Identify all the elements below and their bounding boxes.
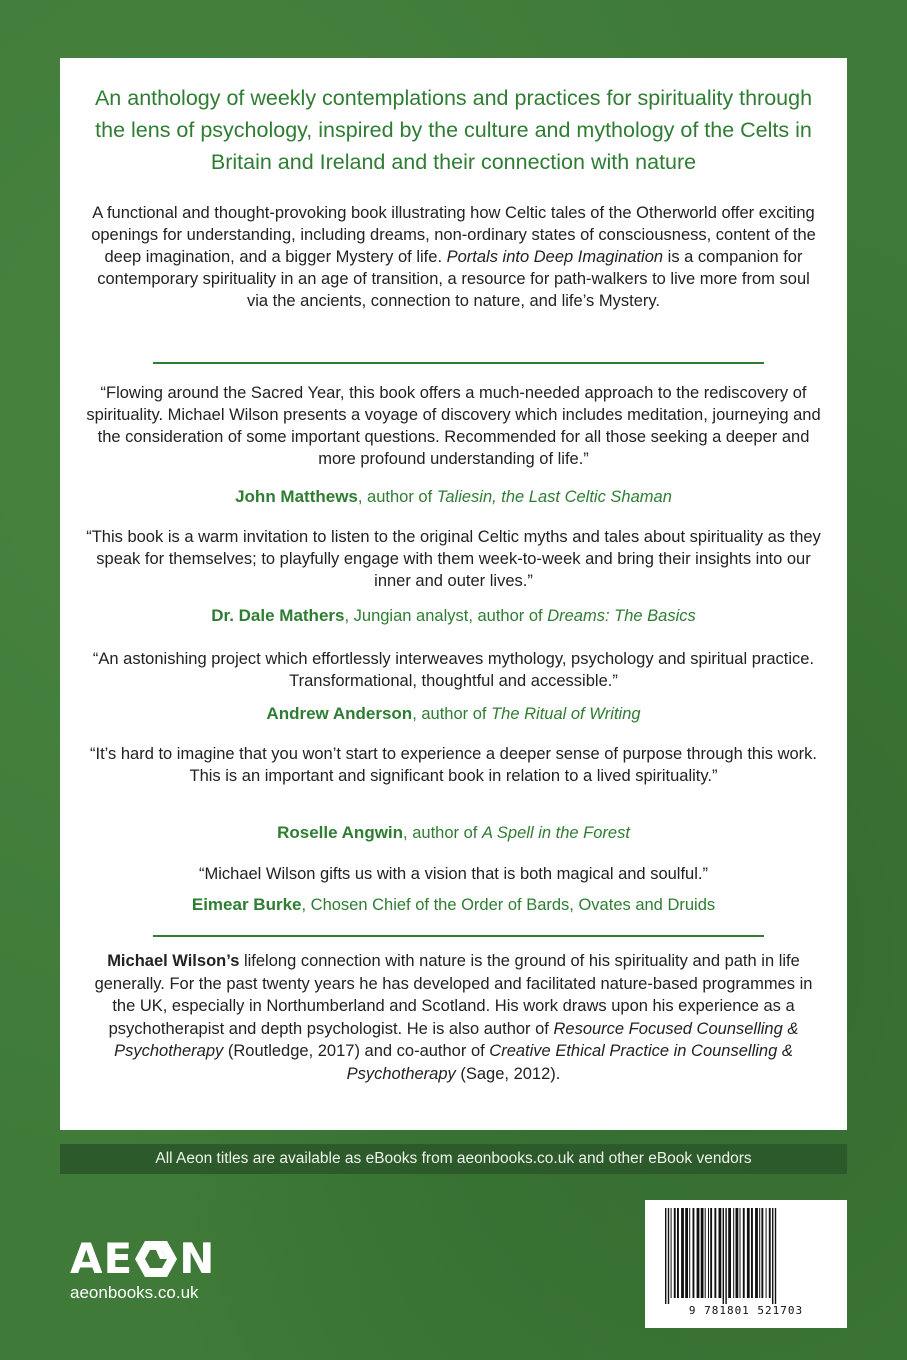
endorser-name-4: Roselle Angwin	[277, 823, 404, 842]
ebook-notice: All Aeon titles are available as eBooks from aeonbooks.co.uk and other eBook vendors	[60, 1144, 847, 1174]
endorsement-quote-1: “Flowing around the Sacred Year, this book offers a much-needed approach to the rediscovery of spirituality. Michael Wilson presents a voyage of discovery which includes meditation, journeying and the consideration of some important questions. Recommended for all those seeking a deeper and more profound understanding of life.”	[86, 384, 821, 468]
barcode-bar	[743, 1208, 745, 1298]
barcode-bar	[728, 1208, 731, 1298]
barcode-bar	[755, 1208, 758, 1298]
publisher-url[interactable]: aeonbooks.co.uk	[70, 1283, 199, 1302]
barcode-bar	[719, 1208, 722, 1298]
endorser-name-3: Andrew Anderson	[266, 704, 413, 723]
description-book-title: Portals into Deep Imagination	[446, 248, 664, 266]
description-part-1: A functional and thought-provoking book illustrating how Celtic tales of the Otherworld offer exciting openings for understanding, including dreams, non-ordinary states of consciousness, content of the deep imagination, and a bigger Mystery of life.	[91, 204, 816, 266]
endorsement-attribution-5: Eimear Burke, Chosen Chief of the Order of Bards, Ovates and Druids	[191, 895, 716, 914]
isbn-barcode	[645, 1200, 847, 1328]
endorsement-quote-4: “It’s hard to imagine that you won’t start to experience a deeper sense of purpose through this work. This is an important and significant book in relation to a lived spirituality.”	[89, 745, 818, 785]
barcode-bar	[772, 1208, 773, 1304]
barcode-bar	[736, 1208, 739, 1298]
barcode-bar	[697, 1208, 700, 1298]
endorser-name-1: John Matthews	[235, 487, 358, 506]
book-description	[86, 202, 821, 312]
description-part-2: is a companion for contemporary spirituality in an age of transition, a resource for path-walkers to live more from soul via the ancients, connection to nature, and life’s Mystery.	[97, 248, 810, 310]
endorser-name-2: Dr. Dale Mathers	[211, 606, 345, 625]
barcode-digits: 9 781801 521703	[688, 1304, 804, 1317]
barcode-bar	[674, 1208, 676, 1298]
barcode-bar	[761, 1208, 763, 1298]
barcode-bar	[668, 1208, 669, 1304]
endorsement-attribution-2: Dr. Dale Mathers, Jungian analyst, author of Dreams: The Basics	[211, 606, 696, 625]
barcode-bar	[677, 1208, 679, 1298]
author-name: Michael Wilson’s	[107, 952, 240, 970]
endorsement-attribution-4: Roselle Angwin, author of A Spell in the Forest	[277, 823, 630, 842]
barcode-bar	[701, 1208, 704, 1298]
barcode-bar	[733, 1208, 734, 1298]
barcode-bar	[671, 1208, 672, 1298]
barcode-bar	[685, 1208, 688, 1298]
endorsement-quote-3: “An astonishing project which effortlessly interweaves mythology, psychology and spiritual practice. Transformational, thoughtful and accessible.”	[92, 650, 815, 690]
bio-book-1: Resource Focused Counselling & Psychotherapy	[114, 1019, 799, 1060]
divider-bottom	[153, 935, 764, 937]
barcode-bar	[759, 1208, 760, 1298]
barcode-bar	[751, 1208, 753, 1298]
endorsement-quote-2: “This book is a warm invitation to listen to the original Celtic myths and tales about spirituality as they speak for themselves; to playfully engage with them week-to-week and bring their insights into our inner and outer lives.”	[86, 528, 821, 590]
barcode-bar	[693, 1208, 695, 1298]
barcode-bar	[747, 1208, 750, 1298]
barcode-bar	[681, 1208, 684, 1298]
barcode-bar	[708, 1208, 709, 1298]
back-cover-panel	[60, 58, 847, 1130]
endorser-name-5: Eimear Burke	[191, 895, 302, 914]
barcode-bar	[769, 1208, 771, 1298]
barcode-bar	[766, 1208, 767, 1298]
hexagon-logo-icon	[134, 1239, 178, 1279]
bio-book-2: Creative Ethical Practice in Counselling & Psychotherapy	[346, 1042, 793, 1083]
barcode-bar	[775, 1208, 776, 1304]
barcode-bars	[645, 1200, 847, 1304]
barcode-bar	[714, 1208, 716, 1298]
barcode-bar	[740, 1208, 741, 1298]
barcode-bar	[705, 1208, 706, 1298]
endorsement-attribution-1: John Matthews, author of Taliesin, the Last Celtic Shaman	[235, 487, 672, 506]
endorsement-attribution-3: Andrew Anderson, author of The Ritual of Writing	[266, 704, 641, 723]
logo-text-right: N	[179, 1234, 216, 1283]
barcode-bar	[665, 1208, 666, 1304]
divider-top	[153, 362, 764, 364]
aeon-logo	[70, 1234, 216, 1283]
barcode-bar	[689, 1208, 690, 1298]
tagline: An anthology of weekly contemplations and practices for spirituality through the lens of psychology, inspired by the culture and mythology of the Celts in Britain and Ireland and their connection with nature	[94, 86, 813, 174]
barcode-bar	[723, 1208, 724, 1304]
barcode-bar	[710, 1208, 712, 1298]
author-bio: Michael Wilson’s lifelong connection with nature is the ground of his spirituality and path in life generally. For the past twenty years he has developed and facilitated nature-based programmes in the UK, especially in Northumberland and Scotland. His work draws upon his experience as a psychotherapist and depth psychologist. He is also author of Resource Focused Counselling & Psychotherapy (Routledge, 2017) and co-author of Creative Ethical Practice in Counselling & Psychotherapy (Sage, 2012).	[94, 952, 813, 1083]
endorsement-quote-5: “Michael Wilson gifts us with a vision that is both magical and soulful.”	[199, 865, 708, 883]
barcode-bar	[725, 1208, 726, 1304]
logo-text-left: AE	[70, 1234, 134, 1283]
